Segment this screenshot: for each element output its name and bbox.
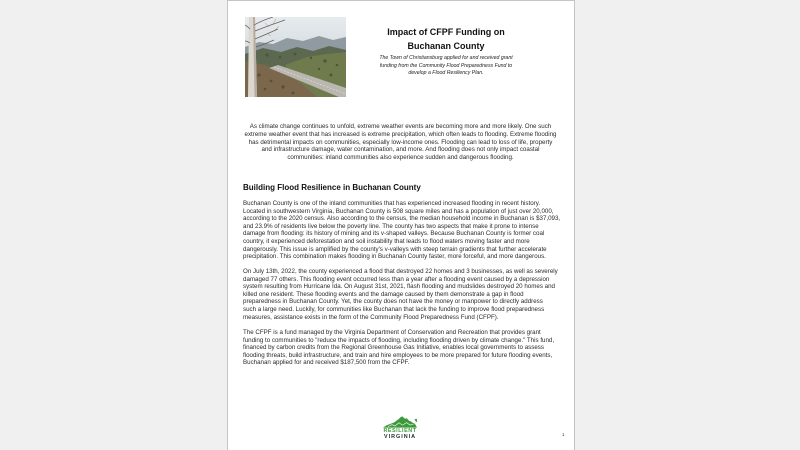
title-line: Impact of CFPF Funding on xyxy=(387,27,505,37)
paragraph-line: preparedness in Buchanan County. Yet, the county does not have the money or manpower to directly address xyxy=(243,298,543,306)
document-title xyxy=(360,25,532,53)
intro-line: and infrastructure damage, water contamination, and more. And flooding does not only impact coastal xyxy=(261,146,540,154)
subtitle-line: funding from the Community Flood Preparedness Fund to xyxy=(379,62,513,69)
logo-word-resilient: RESILIENT xyxy=(383,428,417,434)
paragraph-line: The CFPF is a fund managed by the Virginia Department of Conservation and Recreation that provides grant xyxy=(243,329,541,336)
section-heading: Building Flood Resilience in Buchanan County xyxy=(243,183,421,192)
paragraph-line: according to the 2020 census. Also according to the census, the median household income in Buchanan is $37,093, xyxy=(243,215,561,223)
paragraph-line: damage from flooding: its history of mining and its v-shaped valleys. Because Buchanan County is former coal xyxy=(243,230,545,238)
paragraph-line: and 23.9% of residents live below the poverty line. The county has two aspects that make it prone to intense xyxy=(243,222,539,230)
subtitle-line: develop a Flood Resiliency Plan. xyxy=(408,70,484,77)
intro-line: communities: inland communities also experience sudden and dangerous flooding. xyxy=(287,154,514,162)
intro-line: has detrimental impacts on communities, especially low-income ones. Flooding can lead to loss of life, property xyxy=(248,138,553,146)
paragraph-line: system resulting from Hurricane Ida. On August 31st, 2021, flash flooding and mudslides destroyed 20 homes and xyxy=(243,283,555,291)
paragraph-line: On July 13th, 2022, the county experienced a flood that destroyed 22 homes and 3 businesses, as well as severely xyxy=(243,268,558,275)
paragraph-line: damaged 77 others. This flooding event occurred less than a year after a flooding event caused by a depression xyxy=(243,275,550,283)
paragraph-line: country, it experienced deforestation and soil instability that leads to flood waters moving faster and more xyxy=(243,237,530,245)
virginia-state-icon xyxy=(382,416,418,428)
resilient-virginia-logo xyxy=(382,416,418,440)
valley-highway-image xyxy=(245,17,346,97)
paragraph-line: financed by carbon credits from the Regional Greenhouse Gas Initiative, enables local governments to assess xyxy=(243,344,544,352)
logo-word-virginia: VIRGINIA xyxy=(384,434,416,440)
paragraph-line: dangerously. This issue is amplified by the county's v-valleys with steep terrain gradients that further accelerate xyxy=(243,245,547,253)
title-block xyxy=(360,25,532,78)
page-number: 1 xyxy=(562,432,565,437)
document-page xyxy=(227,0,575,450)
paragraph-line: Located in southwestern Virginia, Buchanan County is 508 square miles and has a population of just over 20,000, xyxy=(243,207,554,215)
paragraph-line: Buchanan County is one of the inland communities that has experienced increased flooding in recent history. xyxy=(243,200,541,207)
header-photo xyxy=(245,17,346,97)
body-paragraph-3 xyxy=(243,329,554,367)
subtitle-line: The Town of Christiansburg applied for and received grant xyxy=(379,55,513,62)
paragraph-line: precipitation. This combination makes flooding in Buchanan County faster, more forceful, and more dangerous. xyxy=(243,253,546,261)
paragraph-line: flooding threats, build infrastructure, and train and hire employees to be more prepared for future flooding events, xyxy=(243,351,553,359)
paragraph-line: Buchanan applied for and received $187,500 from the CFPF. xyxy=(243,359,410,367)
paragraph-line: such a large need. Luckily, for communities like Buchanan that lack the funding to improve flood preparedness xyxy=(243,305,545,313)
intro-paragraph xyxy=(238,123,563,162)
document-subtitle xyxy=(360,55,532,78)
paragraph-line: measures, assistance exists in the form of the Community Flood Preparedness Fund (CFPF). xyxy=(243,313,499,321)
intro-line: As climate change continues to unfold, extreme weather events are becoming more and more likely. One such xyxy=(249,123,552,130)
body-paragraph-1 xyxy=(243,200,560,261)
body-paragraph-2 xyxy=(243,268,558,321)
title-line: Buchanan County xyxy=(407,41,485,51)
paragraph-line: funding to communities to "reduce the impacts of flooding, including flooding driven by climate change." This fund, xyxy=(243,336,555,344)
intro-line: extreme weather event that has increased is extreme precipitation, which often leads to flooding. Extreme flooding xyxy=(244,130,557,138)
paragraph-line: killed one resident. These flooding events and the damage caused by them demonstrate a gap in flood xyxy=(243,290,524,298)
